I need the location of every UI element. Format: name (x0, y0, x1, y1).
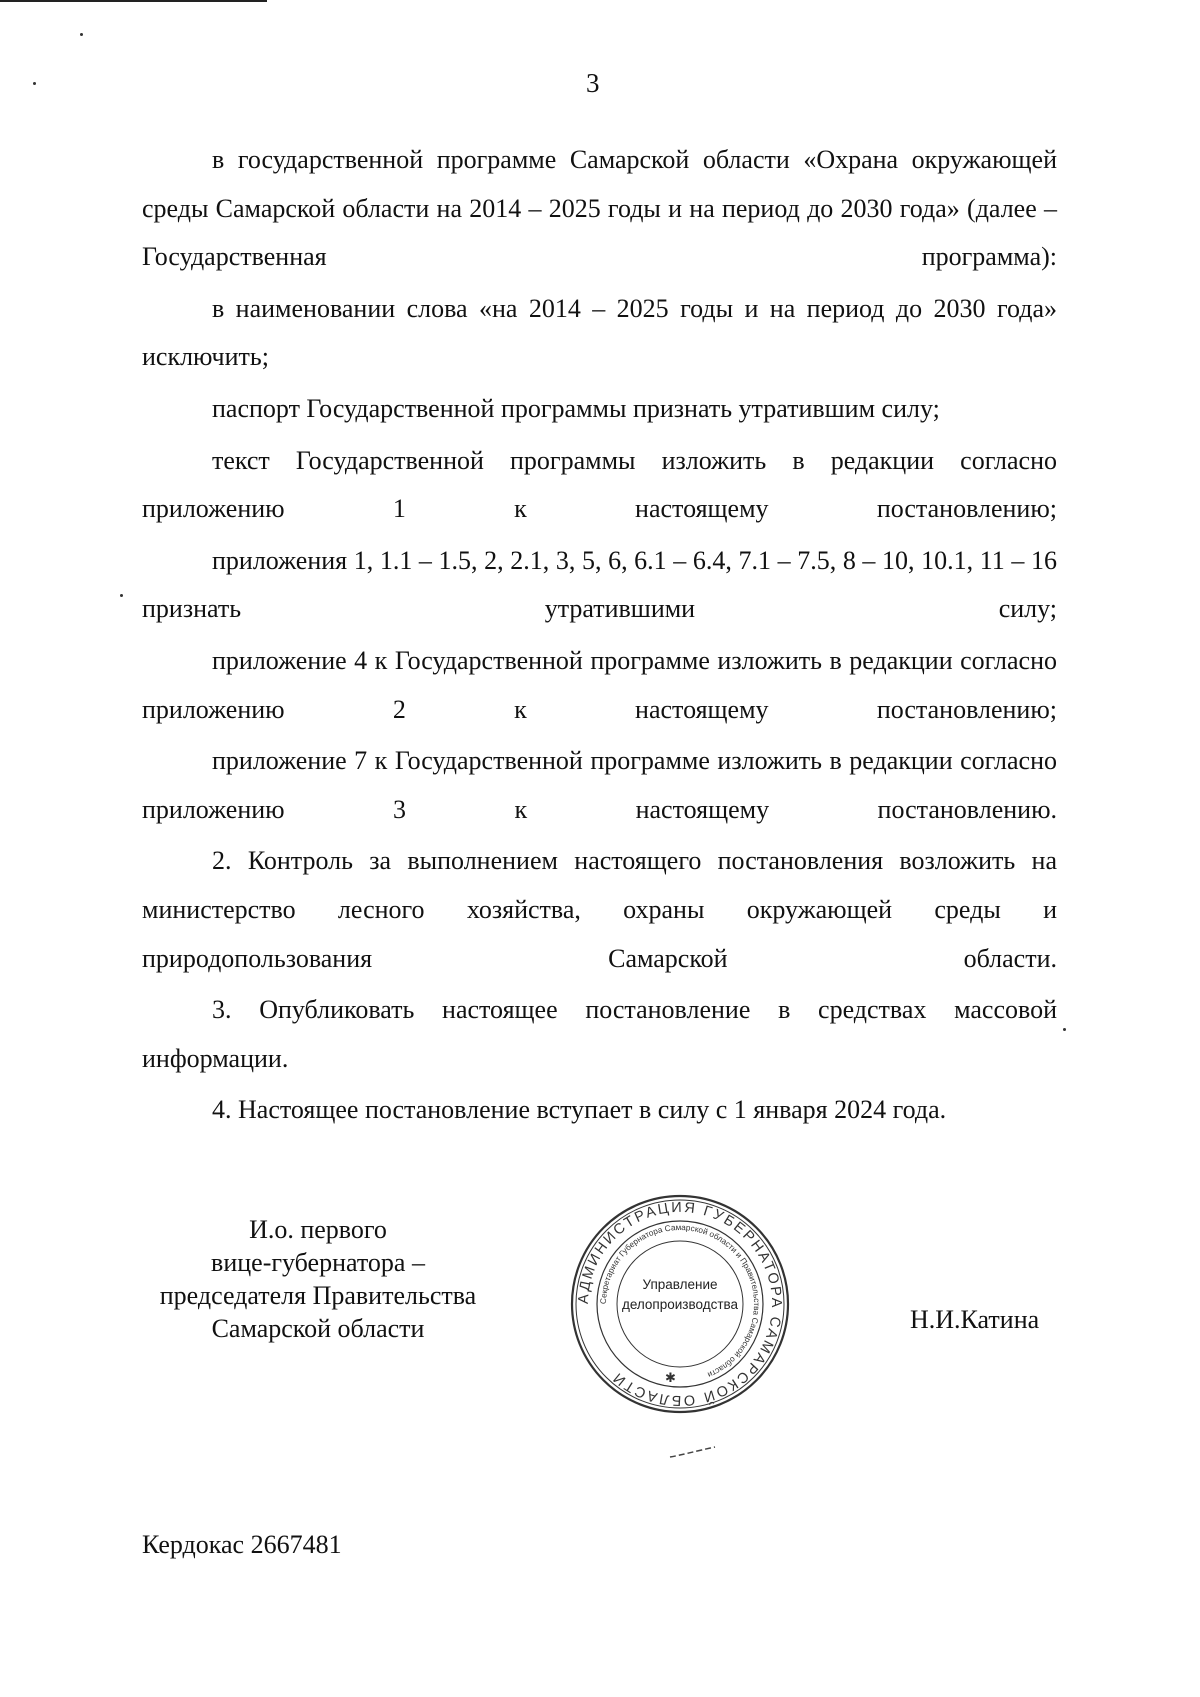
page-number: 3 (586, 68, 600, 98)
scan-edge-line (0, 0, 267, 2)
stamp-center-line: Управление (642, 1277, 718, 1292)
signatory-line: И.о. первого (249, 1215, 387, 1244)
scan-speck (80, 33, 83, 36)
paragraph: 4. Настоящее постановление вступает в силу с 1 января 2024 года. (212, 1095, 947, 1125)
paragraph: в наименовании слова «на 2014 – 2025 годы и на период до 2030 года» исключить; (142, 293, 1057, 372)
paragraph: 2. Контроль за выполнением настоящего постановления возложить на министерство лесного хозяйства, охраны окружающей среды и природопользования Самарской области. (142, 846, 1057, 973)
paragraph: в государственной программе Самарской области «Охрана окружающей среды Самарской области на 2014 – 2025 годы и на период до 2030 года» (далее – Государственная программа): (142, 145, 1057, 272)
document-body (142, 136, 1057, 1135)
paragraph: 3. Опубликовать настоящее постановление в средствах массовой информации. (142, 995, 1057, 1073)
scan-speck (33, 82, 36, 85)
signatory-line: Самарской области (211, 1314, 425, 1343)
signatory-line: вице-губернатора – (211, 1248, 425, 1277)
official-stamp (565, 1189, 795, 1419)
stamp-inner-text: Секретариат Губернатора Самарской области и Правительства Самарской области (598, 1222, 762, 1380)
signatory-title (138, 1213, 498, 1345)
paragraph: приложение 4 к Государственной программе изложить в редакции согласно приложению 2 к настоящему постановлению; (142, 645, 1057, 724)
paragraph: текст Государственной программы изложить в редакции согласно приложению 1 к настоящему постановлению; (142, 445, 1057, 524)
signer-name: Н.И.Катина (910, 1305, 1040, 1334)
paragraph: приложения 1, 1.1 – 1.5, 2, 2.1, 3, 5, 6, 6.1 – 6.4, 7.1 – 7.5, 8 – 10, 10.1, 11 – 16 признать утратившими силу; (142, 545, 1057, 624)
stamp-center-line: делопроизводства (621, 1297, 739, 1312)
star-icon: ✱ (665, 1370, 676, 1385)
paragraph: паспорт Государственной программы признать утратившим силу; (212, 393, 940, 423)
scan-speck (120, 594, 123, 597)
stamp-center (621, 1275, 739, 1315)
stamp-outer-text: АДМИНИСТРАЦИЯ ГУБЕРНАТОРА САМАРСКОЙ ОБЛАСТИ (575, 1199, 785, 1409)
paragraph: приложение 7 к Государственной программе изложить в редакции согласно приложению 3 к настоящему постановлению. (142, 746, 1057, 824)
signature-mark (668, 1445, 718, 1461)
scan-speck (1063, 1028, 1066, 1031)
signatory-line: председателя Правительства (159, 1281, 477, 1310)
document-code: Кердокас 2667481 (142, 1530, 342, 1559)
